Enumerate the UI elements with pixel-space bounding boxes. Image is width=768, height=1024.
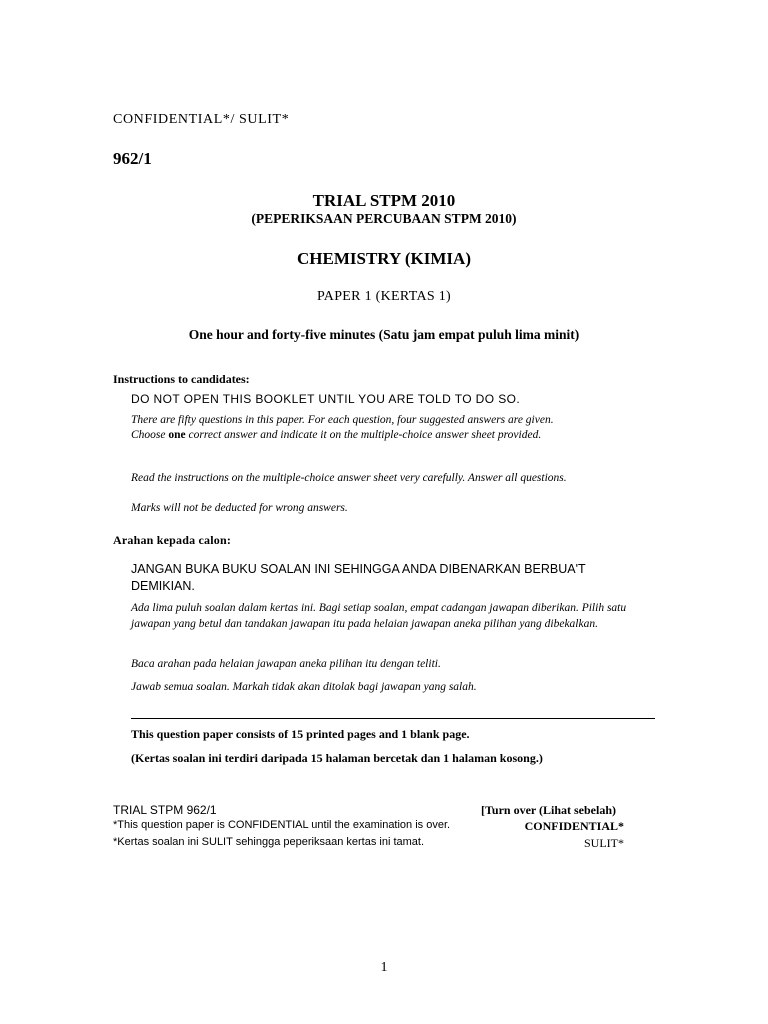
footer-sulit-label: SULIT* bbox=[584, 836, 624, 850]
instructions-paragraph-1 bbox=[131, 413, 554, 443]
instructions-heading: Instructions to candidates: bbox=[113, 372, 250, 386]
confidential-header: CONFIDENTIAL*/ SULIT* bbox=[113, 112, 290, 127]
paper-code: 962/1 bbox=[113, 149, 152, 168]
page-number: 1 bbox=[380, 960, 388, 975]
instructions-paragraph-1-line-1: There are fifty questions in this paper. For each question, four suggested answers are given. bbox=[131, 414, 554, 426]
exam-title: TRIAL STPM 2010 bbox=[312, 191, 456, 210]
pages-info: This question paper consists of 15 printed pages and 1 blank page. bbox=[131, 727, 470, 741]
arahan-paragraph-3: Jawab semua soalan. Markah tidak akan ditolak bagi jawapan yang salah. bbox=[131, 681, 477, 693]
sulit-footnote: *Kertas soalan ini SULIT sehingga peperiksaan kertas ini tamat. bbox=[113, 836, 425, 848]
duration: One hour and forty-five minutes (Satu jam empat puluh lima minit) bbox=[188, 327, 580, 342]
footer-confidential-label: CONFIDENTIAL* bbox=[524, 819, 624, 833]
exam-subtitle: (PEPERIKSAAN PERCUBAAN STPM 2010) bbox=[251, 211, 517, 226]
arahan-paragraph-1: Ada lima puluh soalan dalam kertas ini. Bagi setiap soalan, empat cadangan jawapan diberikan. Pilih satu jawapan yang betul dan tandakan jawapan itu pada helaian jawapan aneka pilihan yang dibekalkan. bbox=[131, 602, 627, 630]
one-emphasis: one bbox=[168, 429, 186, 441]
choose-text: Choose bbox=[131, 429, 169, 441]
instructions-paragraph-2: Read the instructions on the multiple-choice answer sheet very carefully. Answer all questions. bbox=[131, 472, 567, 484]
subject-title: CHEMISTRY (KIMIA) bbox=[297, 249, 471, 268]
instructions-paragraph-3: Marks will not be deducted for wrong answers. bbox=[131, 502, 348, 514]
arahan-paragraph-2: Baca arahan pada helaian jawapan aneka pilihan itu dengan teliti. bbox=[131, 658, 441, 670]
jangan-buka-notice: JANGAN BUKA BUKU SOALAN INI SEHINGGA ANDA DIBENARKAN BERBUA'T DEMIKIAN. bbox=[131, 562, 586, 593]
arahan-heading: Arahan kepada calon: bbox=[113, 533, 232, 547]
turn-over-note: [Turn over (Lihat sebelah) bbox=[481, 803, 617, 817]
paper-title: PAPER 1 (KERTAS 1) bbox=[317, 289, 451, 304]
confidential-footnote: *This question paper is CONFIDENTIAL until the examination is over. bbox=[113, 819, 451, 831]
do-not-open-notice: DO NOT OPEN THIS BOOKLET UNTIL YOU ARE TOLD TO DO SO. bbox=[131, 392, 521, 406]
divider-line bbox=[131, 718, 655, 719]
instructions-paragraph-1-line-2 bbox=[131, 428, 554, 443]
footer-paper-code: TRIAL STPM 962/1 bbox=[113, 803, 217, 817]
choose-rest-text: correct answer and indicate it on the multiple-choice answer sheet provided. bbox=[185, 429, 542, 441]
pages-info-malay: (Kertas soalan ini terdiri daripada 15 halaman bercetak dan 1 halaman kosong.) bbox=[131, 751, 543, 765]
